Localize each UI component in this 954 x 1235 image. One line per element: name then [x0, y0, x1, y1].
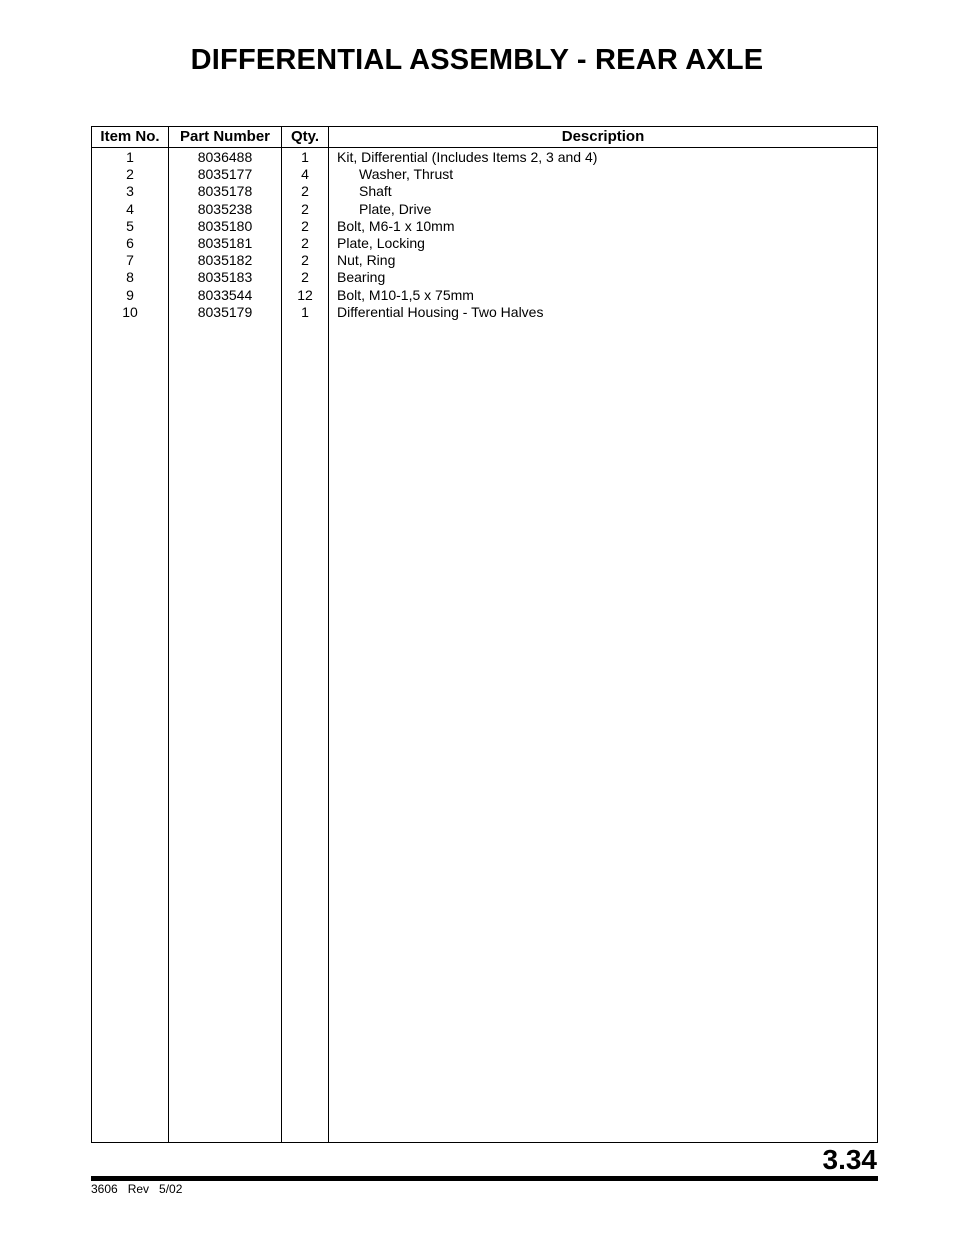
- part-number-cell: 8036488: [197, 149, 253, 165]
- table-row: [92, 287, 877, 304]
- part-number-cell: 8035180: [197, 217, 253, 234]
- item-no-cell: 7: [126, 252, 134, 269]
- table-row: [92, 166, 877, 183]
- description-cell: Bearing: [337, 269, 386, 286]
- part-number-cell: 8033544: [197, 286, 253, 303]
- qty-cell: 1: [301, 149, 309, 165]
- part-number-cell: 8035183: [197, 269, 253, 286]
- item-no-cell: 3: [126, 183, 134, 200]
- footer-rule: [91, 1176, 878, 1181]
- item-no-cell: 1: [126, 149, 134, 165]
- page-title: DIFFERENTIAL ASSEMBLY - REAR AXLE: [190, 44, 764, 76]
- table-row: [92, 252, 877, 269]
- description-cell: Kit, Differential (Includes Items 2, 3 and 4): [337, 149, 598, 165]
- item-no-cell: 10: [122, 303, 138, 320]
- table-row: [92, 201, 877, 218]
- parts-table: [91, 126, 878, 1143]
- qty-cell: 12: [297, 286, 313, 303]
- description-cell: Bolt, M6-1 x 10mm: [337, 217, 455, 234]
- description-cell: Plate, Drive: [359, 200, 432, 217]
- header-divider: [92, 147, 877, 148]
- qty-cell: 2: [301, 269, 309, 286]
- item-no-cell: 9: [126, 286, 134, 303]
- description-cell: Washer, Thrust: [359, 166, 454, 183]
- description-cell: Differential Housing - Two Halves: [337, 303, 544, 320]
- part-number-cell: 8035238: [197, 200, 253, 217]
- header-qty: Qty.: [290, 128, 320, 145]
- item-no-cell: 5: [126, 217, 134, 234]
- header-part-number: Part Number: [179, 128, 271, 145]
- footer-revision: 3606 Rev 5/02: [91, 1182, 183, 1196]
- description-cell: Plate, Locking: [337, 234, 425, 251]
- table-row: [92, 149, 877, 166]
- item-no-cell: 4: [126, 200, 134, 217]
- description-cell: Shaft: [359, 183, 392, 200]
- qty-cell: 2: [301, 217, 309, 234]
- item-no-cell: 6: [126, 234, 134, 251]
- table-row: [92, 183, 877, 200]
- qty-cell: 1: [301, 303, 309, 320]
- table-row: [92, 304, 877, 321]
- table-row: [92, 235, 877, 252]
- item-no-cell: 2: [126, 166, 134, 183]
- part-number-cell: 8035182: [197, 252, 253, 269]
- qty-cell: 2: [301, 183, 309, 200]
- description-cell: Nut, Ring: [337, 252, 396, 269]
- part-number-cell: 8035179: [197, 303, 253, 320]
- part-number-cell: 8035178: [197, 183, 253, 200]
- page-number: 3.34: [822, 1144, 877, 1175]
- part-number-cell: 8035181: [197, 234, 253, 251]
- header-description: Description: [561, 128, 645, 145]
- qty-cell: 4: [301, 166, 309, 183]
- table-row: [92, 269, 877, 286]
- description-cell: Bolt, M10-1,5 x 75mm: [337, 286, 474, 303]
- header-item-no: Item No.: [100, 128, 160, 145]
- qty-cell: 2: [301, 252, 309, 269]
- part-number-cell: 8035177: [197, 166, 253, 183]
- item-no-cell: 8: [126, 269, 134, 286]
- parts-rows: [92, 149, 877, 321]
- qty-cell: 2: [301, 200, 309, 217]
- qty-cell: 2: [301, 234, 309, 251]
- table-row: [92, 218, 877, 235]
